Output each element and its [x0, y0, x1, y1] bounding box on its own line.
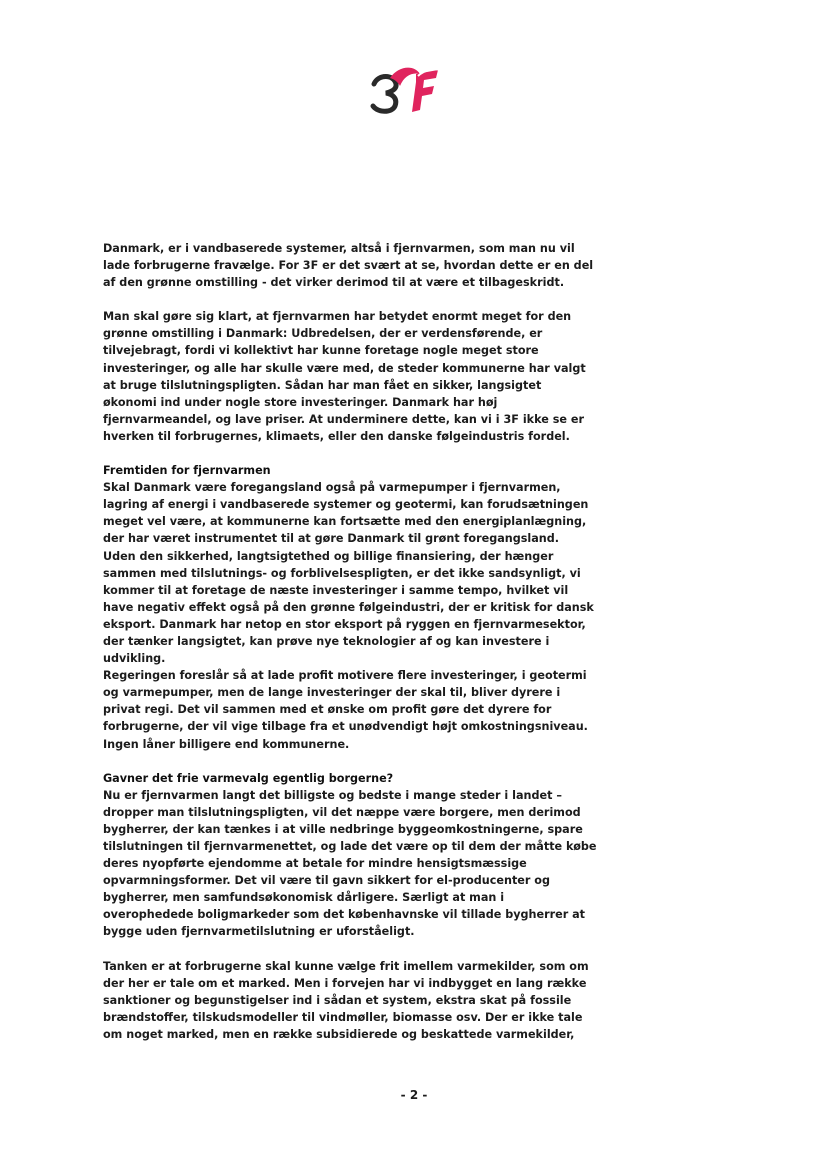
- section-body-varmevalg: Nu er fjernvarmen langt det billigste og bedste i mange steder i landet – dropper man tilslutningspligten, vil det næppe være borgere, men derimod bygherrer, der kan tænkes i at ville nedbringe byggeomkostningerne, spare tilslutningen til fjernvarmenettet, og lade det være op til dem der måtte købe deres nyopførte ejendomme at betale for mindre hensigtsmæssige opvarmningsformer. Det vil være til gavn sikkert for el-producenter og bygherrer, men samfundsøkonomisk dårligere. Særligt at man i overophedede boligmarkeder som det københavnske vil tillade bygherrer at bygge uden fjernvarmetilslutning er uforståeligt.: [103, 788, 597, 939]
- document-body: [103, 240, 703, 1043]
- paragraph-2: Man skal gøre sig klart, at fjernvarmen har betydet enormt meget for den grønne omstilling i Danmark: Udbredelsen, der er verdensførende, er tilvejebragt, fordi vi kollektivt har kunne foretage nogle meget store investeringer, og alle har skulle være med, de steder kommunerne har valgt at bruge tilslutningspligten. Sådan har man fået en sikker, langsigtet økonomi ind under nogle store investeringer. Danmark har høj fjernvarmeandel, og lave priser. At underminere dette, kan vi i 3F ikke se er hverken til forbrugernes, klimaets, eller den danske følgeindustris fordel.: [103, 310, 586, 443]
- section-body-fremtiden: Skal Danmark være foregangsland også på varmepumper i fjernvarmen, lagring af energi i vandbaserede systemer og geotermi, kan forudsætningen meget vel være, at kommunerne kan fortsætte med den energiplanlægning, der har været instrumentet til at gøre Danmark til grønt foregangsland. Uden den sikkerhed, langtsigtethed og billige finansiering, der hænger sammen med tilslutnings- og forblivelsespligten, er det ikke sandsynligt, vi kommer til at foretage de næste investeringer i samme tempo, hvilket vil have negativ effekt også på den grønne følgeindustri, der er kritisk for dansk eksport. Danmark har netop en stor eksport på ryggen en fjernvarmesektor, der tænker langsigtet, kan prøve nye teknologier af og kan investere i udvikling. Regeringen foreslår så at lade profit motivere flere investeringer, i geotermi og varmepumper, men de lange investeringer der skal til, bliver dyrere i privat regi. Det vil sammen med et ønske om profit gøre det dyrere for forbrugerne, der vil vige tilbage fra et unødvendigt højt omkostningsniveau. Ingen låner billigere end kommunerne.: [103, 481, 594, 751]
- paragraph-1: Danmark, er i vandbaserede systemer, altså i fjernvarmen, som man nu vil lade forbrugerne fravælge. For 3F er det svært at se, hvordan dette er en del af den grønne omstilling - det virker derimod til at være et tilbageskridt.: [103, 242, 594, 290]
- section-heading-fremtiden: Fremtiden for fjernvarmen: [103, 464, 271, 478]
- logo-3f: [368, 62, 448, 114]
- 3f-logo-icon: [368, 62, 448, 114]
- section-heading-varmevalg: Gavner det frie varmevalg egentlig borgerne?: [103, 771, 394, 785]
- page-number: - 2 -: [400, 1088, 428, 1102]
- paragraph-closing: Tanken er at forbrugerne skal kunne vælge frit imellem varmekilder, som om der her er tale om et marked. Men i forvejen har vi indbygget en lang række sanktioner og begunstigelser ind i sådan et system, ekstra skat på fossile brændstoffer, tilskudsmodeller til vindmøller, biomasse osv. Der er ikke tale om noget marked, men en række subsidierede og beskattede varmekilder,: [103, 959, 589, 1041]
